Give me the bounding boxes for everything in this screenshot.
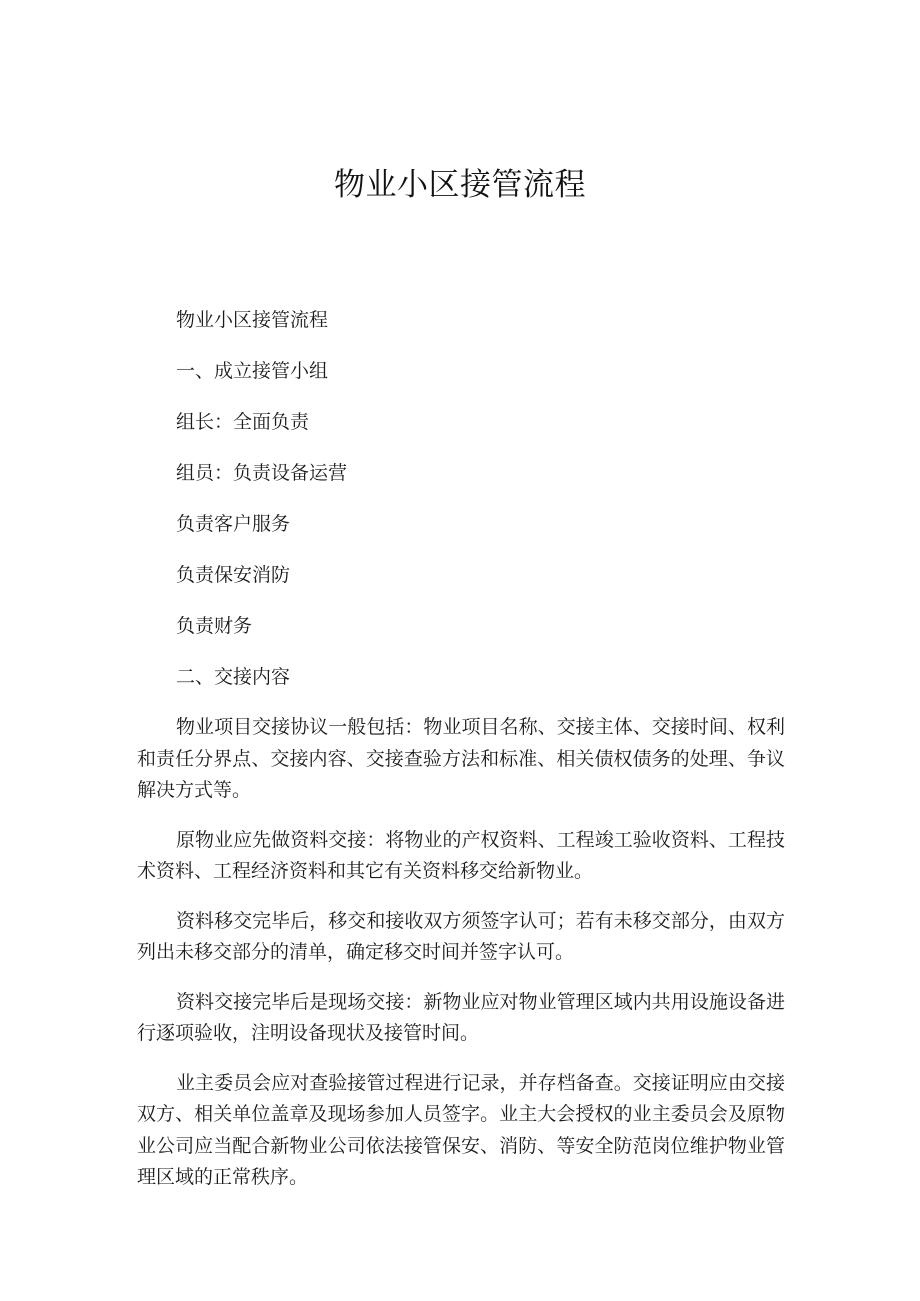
- body-heading: 物业小区接管流程: [176, 309, 329, 331]
- section-heading-2: 二、交接内容: [176, 666, 291, 688]
- team-member-line: 组员：负责设备运营: [176, 462, 348, 484]
- team-leader-line: 组长：全面负责: [176, 411, 310, 433]
- paragraph-agreement: 物业项目交接协议一般包括：物业项目名称、交接主体、交接时间、权利和责任分界点、交接内容、交接查验方法和标准、相关债权债务的处理、争议解决方式等。: [137, 716, 785, 801]
- document-title: 物业小区接管流程: [334, 167, 586, 203]
- section-heading-1: 一、成立接管小组: [176, 360, 329, 382]
- paragraph-document-handover: 原物业应先做资料交接：将物业的产权资料、工程竣工验收资料、工程技术资料、工程经济资料和其它有关资料移交给新物业。: [137, 828, 785, 882]
- finance-line: 负责财务: [176, 615, 253, 637]
- security-fire-line: 负责保安消防: [176, 564, 291, 586]
- paragraph-site-handover: 资料交接完毕后是现场交接：新物业应对物业管理区域内共用设施设备进行逐项验收，注明设备现状及接管时间。: [137, 990, 785, 1044]
- document-body: [137, 304, 785, 1212]
- customer-service-line: 负责客户服务: [176, 513, 291, 535]
- paragraph-sign-off: 资料移交完毕后，移交和接收双方须签字认可；若有未移交部分，由双方列出未移交部分的清单，确定移交时间并签字认可。: [137, 909, 785, 963]
- paragraph-records: 业主委员会应对查验接管过程进行记录，并存档备查。交接证明应由交接双方、相关单位盖章及现场参加人员签字。业主大会授权的业主委员会及原物业公司应当配合新物业公司依法接管保安、消防、等安全防范岗位维护物业管理区域的正常秩序。: [137, 1071, 785, 1188]
